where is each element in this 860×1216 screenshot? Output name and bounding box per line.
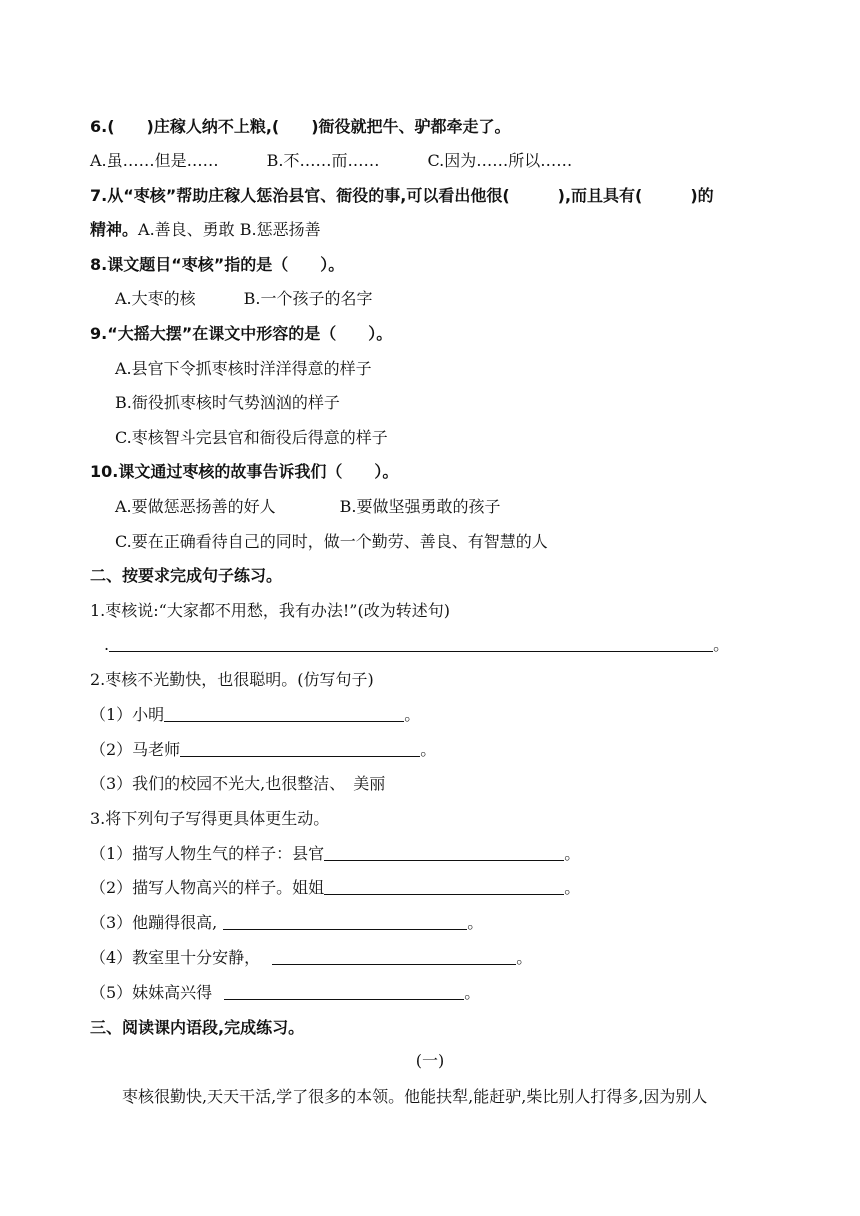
answer-blank[interactable] xyxy=(324,878,564,895)
item-end-mark: 。 xyxy=(516,948,533,967)
item-label: （5）妹妹高兴得 xyxy=(90,983,213,1002)
item-label: （4）教室里十分安静， xyxy=(90,948,261,967)
answer-blank[interactable] xyxy=(180,740,420,757)
item-label: （2）描写人物高兴的样子。姐姐 xyxy=(90,878,325,897)
answer-lead-dot: . xyxy=(104,635,110,654)
sentence-3-item-3 xyxy=(90,912,483,934)
question-9: 9.“大摇大摆”在课文中形容的是（ ）。 xyxy=(90,324,393,343)
sentence-1-answer-line xyxy=(104,634,729,656)
section-3-heading: 三、阅读课内语段,完成练习。 xyxy=(90,1018,305,1037)
question-7-options: A.善良、勇敢 B.惩恶扬善 xyxy=(138,220,321,239)
item-end-mark: 。 xyxy=(564,844,581,863)
answer-blank[interactable] xyxy=(109,635,713,652)
item-label: （3）他蹦得很高, xyxy=(90,913,218,932)
sentence-3-prompt: 3.将下列句子写得更具体更生动。 xyxy=(90,809,330,828)
question-6-options: A.虽……但是…… B.不……而…… C.因为……所以…… xyxy=(90,151,573,170)
answer-end-mark: 。 xyxy=(713,635,730,654)
sentence-3-item-5 xyxy=(90,982,480,1004)
question-7-tail: 精神。 xyxy=(90,220,139,239)
item-label: （2）马老师 xyxy=(90,740,181,759)
question-8-options: A.大枣的核 B.一个孩子的名字 xyxy=(115,289,373,308)
sentence-2-item-1 xyxy=(90,704,420,726)
question-8: 8.课文题目“枣核”指的是（ ）。 xyxy=(90,255,345,274)
sentence-2-prompt: 2.枣核不光勤快，也很聪明。(仿写句子) xyxy=(90,670,374,689)
passage-text: 枣核很勤快,天天干活,学了很多的本领。他能扶犁,能赶驴,柴比别人打得多,因为别人 xyxy=(122,1087,708,1106)
question-6: 6.( )庄稼人纳不上粮,( )衙役就把牛、驴都牵走了。 xyxy=(90,117,511,136)
item-end-mark: 。 xyxy=(404,705,421,724)
question-10-options-ab: A.要做惩恶扬善的好人 B.要做坚强勇敢的孩子 xyxy=(115,497,501,516)
passage-number: (一) xyxy=(415,1051,445,1070)
question-10: 10.课文通过枣核的故事告诉我们（ ）。 xyxy=(90,462,399,481)
item-end-mark: 。 xyxy=(564,878,581,897)
item-label: （1）小明 xyxy=(90,705,165,724)
question-7: 7.从“枣核”帮助庄稼人惩治县官、衙役的事,可以看出他很( ),而且具有( )的 xyxy=(90,186,714,205)
item-end-mark: 。 xyxy=(420,740,437,759)
sentence-1-prompt: 1.枣核说:“大家都不用愁，我有办法!”(改为转述句) xyxy=(90,601,450,620)
answer-blank[interactable] xyxy=(272,948,516,965)
item-label: （1）描写人物生气的样子：县官 xyxy=(90,844,325,863)
sentence-2-item-2 xyxy=(90,739,436,761)
answer-blank[interactable] xyxy=(164,705,404,722)
answer-blank[interactable] xyxy=(224,983,464,1000)
question-9-option-c: C.枣核智斗完县官和衙役后得意的样子 xyxy=(115,428,388,447)
item-end-mark: 。 xyxy=(467,913,484,932)
section-2-heading: 二、按要求完成句子练习。 xyxy=(90,566,283,585)
sentence-2-item-3: （3）我们的校园不光大,也很整洁、 美丽 xyxy=(90,774,386,793)
answer-blank[interactable] xyxy=(223,913,467,930)
item-end-mark: 。 xyxy=(464,983,481,1002)
question-9-option-b: B.衙役抓枣核时气势汹汹的样子 xyxy=(115,393,340,412)
question-10-option-c: C.要在正确看待自己的同时，做一个勤劳、善良、有智慧的人 xyxy=(115,532,548,551)
answer-blank[interactable] xyxy=(324,844,564,861)
sentence-3-item-4 xyxy=(90,947,532,969)
sentence-3-item-2 xyxy=(90,877,580,899)
question-7-continued xyxy=(90,219,321,241)
sentence-3-item-1 xyxy=(90,843,580,865)
question-9-option-a: A.县官下令抓枣核时洋洋得意的样子 xyxy=(115,359,372,378)
